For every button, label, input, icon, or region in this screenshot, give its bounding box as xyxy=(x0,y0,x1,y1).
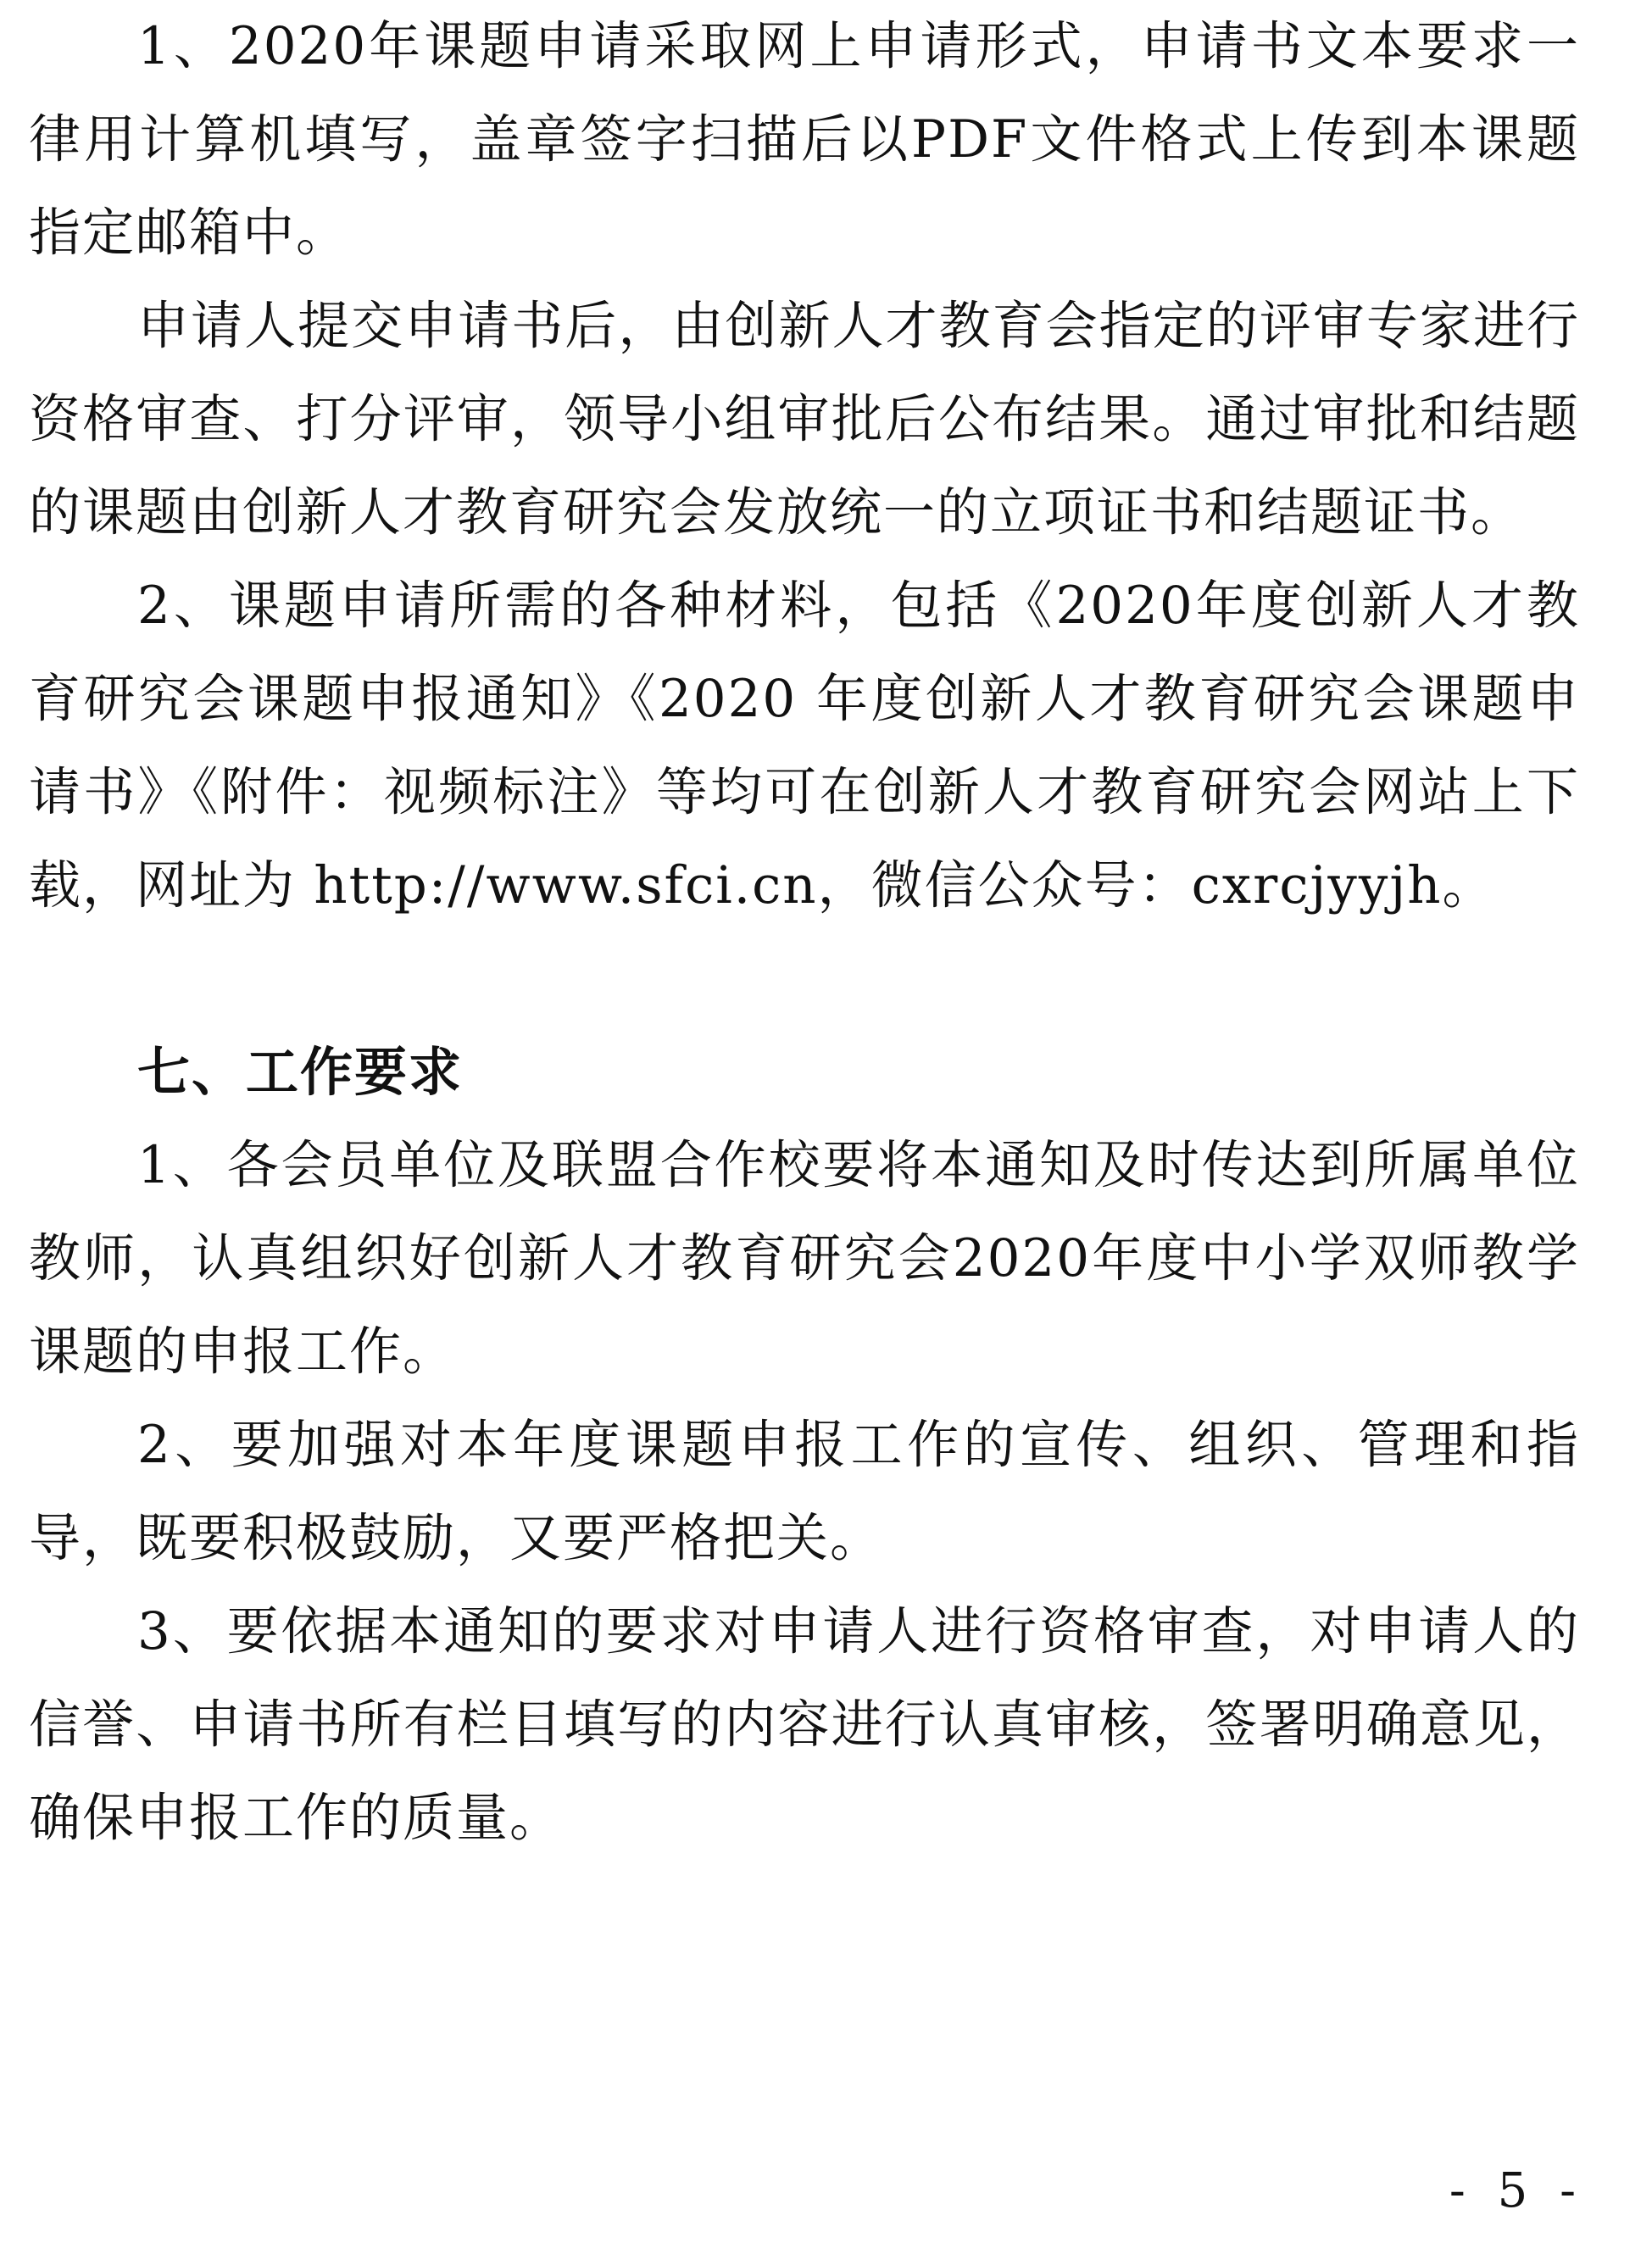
section-spacer xyxy=(29,932,1580,1026)
paragraph-requirement-3: 3、要依据本通知的要求对申请人进行资格审查，对申请人的信誉、申请书所有栏目填写的内容进行认真审核，签署明确意见，确保申报工作的质量。 xyxy=(29,1601,1580,1848)
section-heading-work-requirements: 七、工作要求 xyxy=(137,1041,464,1103)
document-body xyxy=(29,0,1580,1865)
paragraph-materials-download: 2、课题申请所需的各种材料，包括《2020年度创新人才教育研究会课题申报通知》《2020 年度创新人才教育研究会课题申请书》《附件：视频标注》等均可在创新人才教育研究会网站上下载，网址为 http://www.sfci.cn，微信公众号：cxrcjyyjh。 xyxy=(29,576,1580,916)
paragraph-requirement-1: 1、各会员单位及联盟合作校要将本通知及时传达到所属单位教师，认真组织好创新人才教育研究会2020年度中小学双师教学课题的申报工作。 xyxy=(29,1135,1580,1382)
page-number: - 5 - xyxy=(1449,2163,1584,2218)
paragraph-requirement-2: 2、要加强对本年度课题申报工作的宣传、组织、管理和指导，既要积极鼓励，又要严格把关。 xyxy=(29,1415,1580,1568)
paragraph-online-application: 1、2020年课题申请采取网上申请形式，申请书文本要求一律用计算机填写，盖章签字扫描后以PDF文件格式上传到本课题指定邮箱中。 xyxy=(29,16,1580,263)
paragraph-review-process: 申请人提交申请书后，由创新人才教育会指定的评审专家进行资格审查、打分评审，领导小组审批后公布结果。通过审批和结题的课题由创新人才教育研究会发放统一的立项证书和结题证书。 xyxy=(29,296,1580,543)
